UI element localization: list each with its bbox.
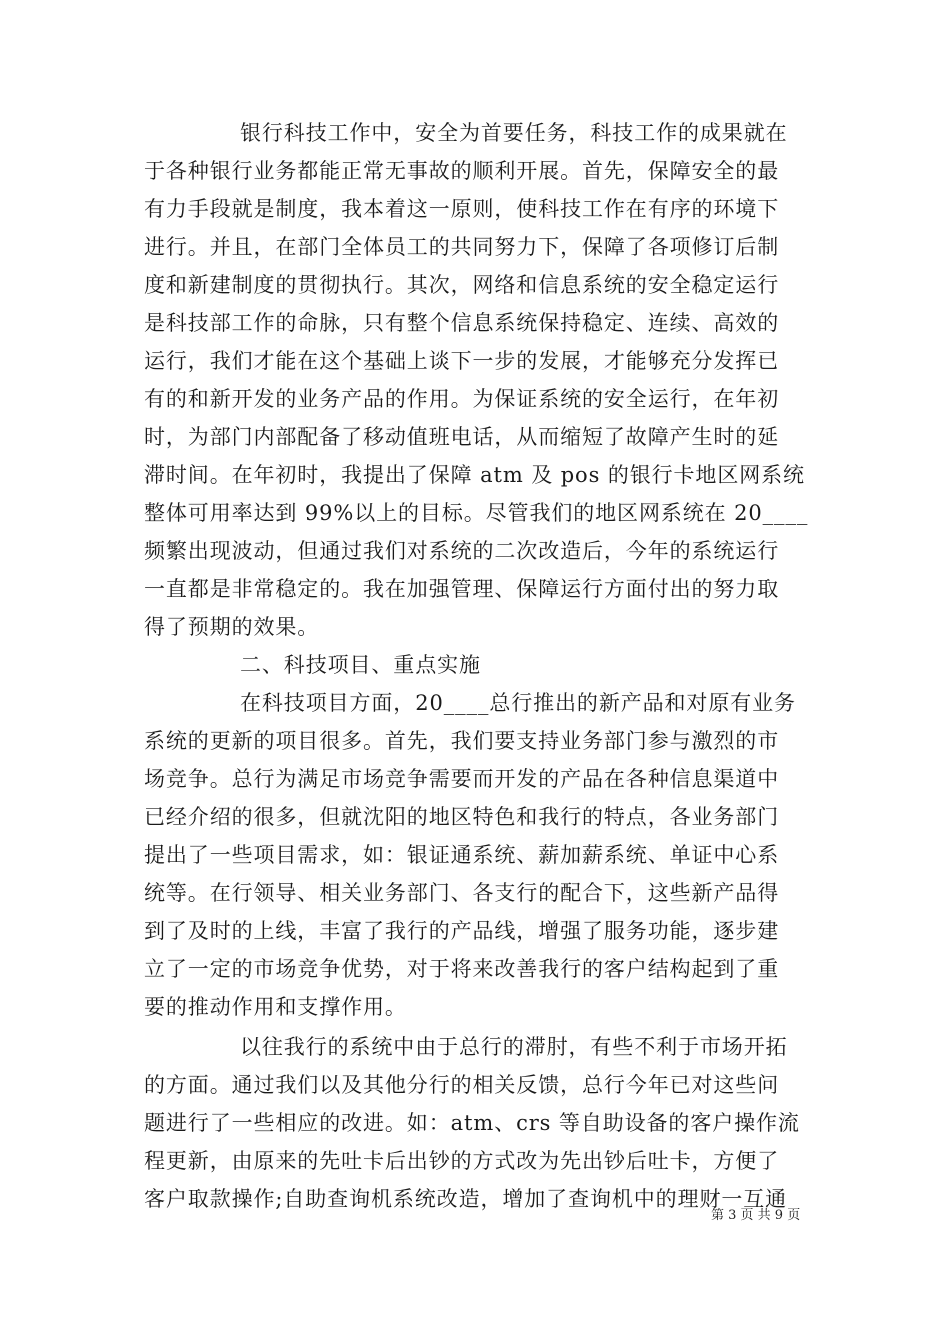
paragraph-1-line-13: 一直都是非常稳定的。我在加强管理、保障运行方面付出的努力取 <box>144 577 780 601</box>
paragraph-2-line-6: 统等。在行领导、相关业务部门、各支行的配合下，这些新产品得 <box>144 881 780 905</box>
paragraph-3-line-2: 的方面。通过我们以及其他分行的相关反馈，总行今年已对这些问 <box>144 1073 780 1097</box>
page-number-footer: 第 3 页 共 9 页 <box>711 1208 801 1223</box>
paragraph-2-line-2: 系统的更新的项目很多。首先，我们要支持业务部门参与激烈的市 <box>144 729 780 753</box>
paragraph-1-line-9: 时，为部门内部配备了移动值班电话，从而缩短了故障产生时的延 <box>144 425 780 449</box>
paragraph-1-line-14: 得了预期的效果。 <box>144 615 320 639</box>
paragraph-3-line-3: 题进行了一些相应的改进。如：atm、crs 等自助设备的客户操作流 <box>144 1111 800 1135</box>
paragraph-3-line-5: 客户取款操作;自助查询机系统改造，增加了查询机中的理财一互通 <box>144 1187 788 1211</box>
paragraph-3-line-1: 以往我行的系统中由于总行的滞肘，有些不利于市场开拓 <box>240 1035 788 1059</box>
paragraph-1-line-7: 运行，我们才能在这个基础上谈下一步的发展，才能够充分发挥已 <box>144 349 780 373</box>
paragraph-1-line-11: 整体可用率达到 99%以上的目标。尽管我们的地区网系统在 20____ <box>144 501 809 525</box>
paragraph-1-line-6: 是科技部工作的命脉，只有整个信息系统保持稳定、连续、高效的 <box>144 311 780 335</box>
paragraph-1-line-12: 频繁出现波动，但通过我们对系统的二次改造后，今年的系统运行 <box>144 539 780 563</box>
paragraph-1-line-3: 有力手段就是制度，我本着这一原则，使科技工作在有序的环境下 <box>144 197 780 221</box>
paragraph-1-line-4: 进行。并且，在部门全体员工的共同努力下，保障了各项修订后制 <box>144 235 780 259</box>
paragraph-2-line-8: 立了一定的市场竞争优势，对于将来改善我行的客户结构起到了重 <box>144 957 780 981</box>
paragraph-3-line-4: 程更新，由原来的先吐卡后出钞的方式改为先出钞后吐卡，方便了 <box>144 1149 780 1173</box>
paragraph-1-line-2: 于各种银行业务都能正常无事故的顺利开展。首先，保障安全的最 <box>144 159 780 183</box>
section-heading: 二、科技项目、重点实施 <box>240 653 481 677</box>
paragraph-2-line-4: 已经介绍的很多，但就沈阳的地区特色和我行的特点，各业务部门 <box>144 805 780 829</box>
paragraph-1-line-5: 度和新建制度的贯彻执行。其次，网络和信息系统的安全稳定运行 <box>144 273 780 297</box>
paragraph-2-line-1: 在科技项目方面，20____总行推出的新产品和对原有业务 <box>240 691 796 715</box>
paragraph-1-line-10: 滞时间。在年初时，我提出了保障 atm 及 pos 的银行卡地区网系统 <box>144 463 805 487</box>
paragraph-2-line-9: 要的推动作用和支撑作用。 <box>144 995 407 1019</box>
paragraph-2-line-7: 到了及时的上线，丰富了我行的产品线，增强了服务功能，逐步建 <box>144 919 780 943</box>
paragraph-1-line-8: 有的和新开发的业务产品的作用。为保证系统的安全运行，在年初 <box>144 387 780 411</box>
paragraph-1-line-1: 银行科技工作中，安全为首要任务，科技工作的成果就在 <box>240 121 788 145</box>
paragraph-2-line-5: 提出了一些项目需求，如：银证通系统、薪加薪系统、单证中心系 <box>144 843 780 867</box>
paragraph-2-line-3: 场竞争。总行为满足市场竞争需要而开发的产品在各种信息渠道中 <box>144 767 780 791</box>
